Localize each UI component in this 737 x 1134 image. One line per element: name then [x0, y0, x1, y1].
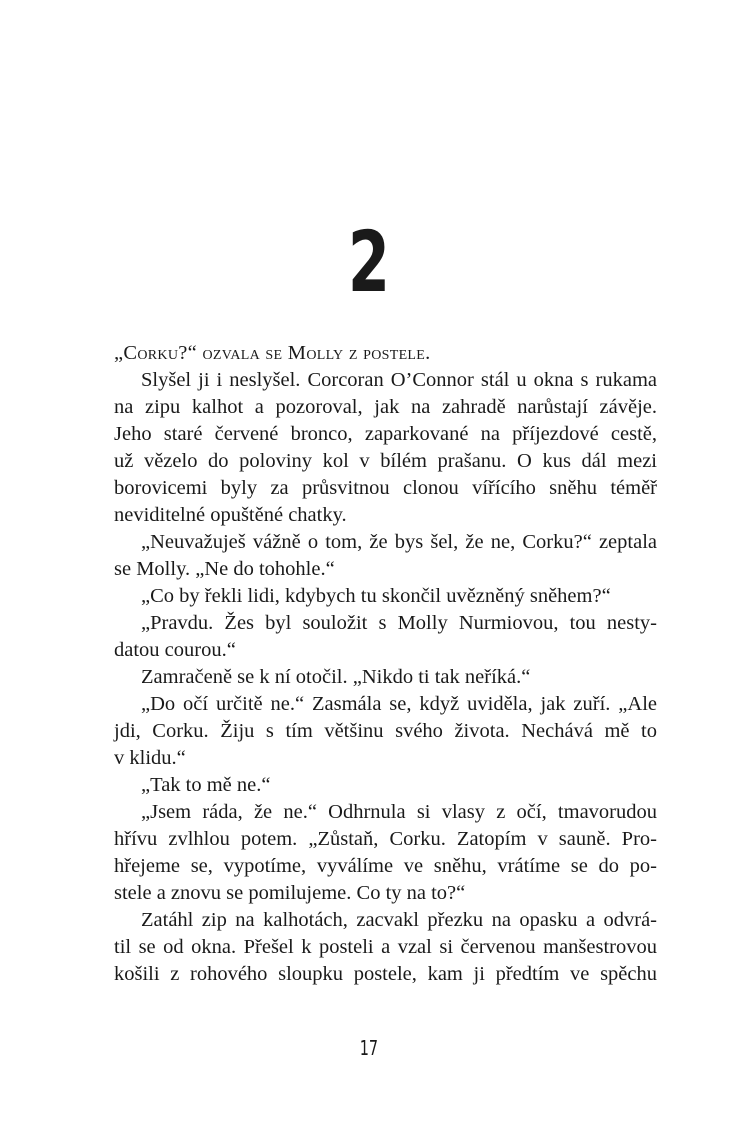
text-line: datou courou.“: [114, 639, 236, 661]
chapter-number: 2: [347, 213, 390, 311]
text-line: neviditelné opuštěné chatky.: [114, 504, 347, 526]
text-line: Jeho staré červené bronco, zaparkované na příjezdové cestě,: [114, 423, 657, 445]
text-line: „Corku?“ ozvala se Molly z postele.: [114, 342, 431, 364]
text-line: „Co by řekli lidi, kdybych tu skončil uvězněný sněhem?“: [141, 585, 611, 607]
text-line: „Tak to mě ne.“: [141, 774, 271, 796]
text-line: na zipu kalhot a pozoroval, jak na zahradě narůstají závěje.: [114, 396, 657, 418]
text-line: „Do očí určitě ne.“ Zasmála se, když uviděla, jak zuří. „Ale: [141, 693, 657, 715]
text-line: už vězelo do poloviny kol v bílém prašanu. O kus dál mezi: [114, 450, 657, 472]
text-line: Slyšel ji i neslyšel. Corcoran O’Connor stál u okna s rukama: [141, 369, 657, 391]
text-line: jdi, Corku. Žiju s tím většinu svého života. Nechává mě to: [114, 720, 657, 742]
text-line: Zamračeně se k ní otočil. „Nikdo ti tak neříká.“: [141, 666, 531, 688]
text-line: hřejeme se, vypotíme, vyválíme ve sněhu, vrátíme se do po-: [114, 855, 657, 877]
text-line: borovicemi byly za průsvitnou clonou vířícího sněhu téměř: [114, 477, 657, 499]
text-line: stele a znovu se pomilujeme. Co ty na to?“: [114, 882, 466, 904]
text-line: Zatáhl zip na kalhotách, zacvakl přezku na opasku a odvrá-: [141, 909, 657, 931]
text-line: košili z rohového sloupku postele, kam ji předtím ve spěchu: [114, 963, 657, 985]
text-line: „Jsem ráda, že ne.“ Odhrnula si vlasy z očí, tmavorudou: [141, 801, 657, 823]
page-number: 17: [359, 1036, 379, 1060]
text-line: se Molly. „Ne do tohohle.“: [114, 558, 335, 580]
text-line: til se od okna. Přešel k posteli a vzal si červenou manšestrovou: [114, 936, 657, 958]
text-line: v klidu.“: [114, 747, 186, 769]
text-line: hřívu zvlhlou potem. „Zůstaň, Corku. Zatopím v sauně. Pro-: [114, 828, 657, 850]
body-text: [114, 340, 657, 988]
text-line: „Pravdu. Žes byl souložit s Molly Nurmiovou, tou nesty-: [141, 612, 657, 634]
text-line: „Neuvažuješ vážně o tom, že bys šel, že ne, Corku?“ zeptala: [141, 531, 657, 553]
